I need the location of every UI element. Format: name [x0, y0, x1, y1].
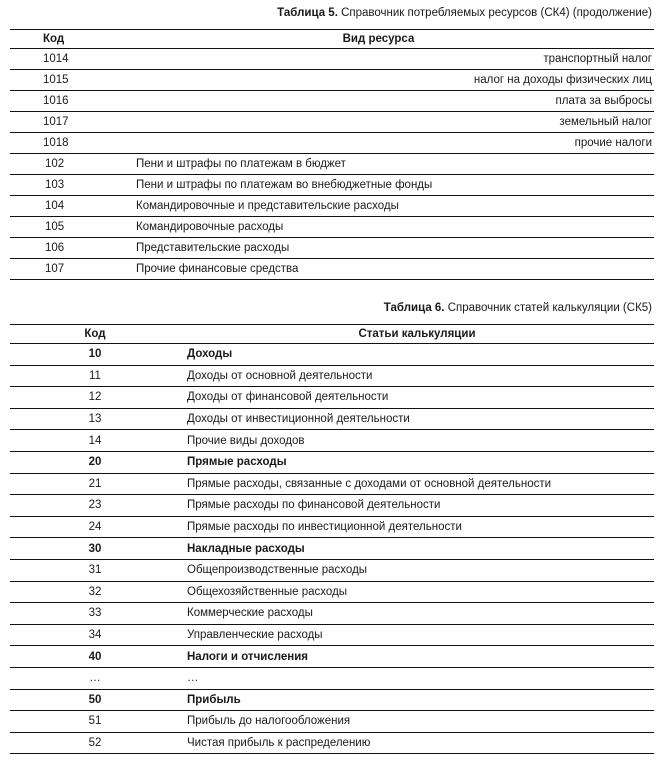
row-resource-name: прочие налоги [103, 133, 654, 154]
row-cost-item-name: Управленческие расходы [180, 624, 654, 646]
row-code: 107 [10, 259, 103, 280]
table-row [10, 430, 654, 452]
row-code: 102 [10, 154, 103, 175]
table-row [10, 495, 654, 517]
row-code: 106 [10, 238, 103, 259]
row-resource-name: налог на доходы физических лиц [103, 70, 654, 91]
table-row [10, 196, 654, 217]
table-row-group-header [10, 646, 654, 668]
row-code: 1016 [10, 91, 103, 112]
table-header-row [10, 30, 654, 49]
row-code: 24 [10, 516, 180, 538]
row-cost-item-name: Налоги и отчисления [180, 646, 654, 668]
row-cost-item-name: Прямые расходы по инвестиционной деятельности [180, 516, 654, 538]
table-row [10, 259, 654, 280]
table-row [10, 624, 654, 646]
row-resource-name: Представительские расходы [103, 238, 654, 259]
table5-caption [277, 7, 652, 19]
row-code: 30 [10, 538, 180, 560]
row-cost-item-name: Прибыль [180, 689, 654, 711]
row-cost-item-name: … [180, 667, 654, 689]
row-cost-item-name: Накладные расходы [180, 538, 654, 560]
row-code: 104 [10, 196, 103, 217]
table-row [10, 581, 654, 603]
table-row [10, 91, 654, 112]
table-row [10, 70, 654, 91]
row-code: 13 [10, 408, 180, 430]
resources-table [10, 29, 654, 280]
row-resource-name: Пени и штрафы по платежам в бюджет [103, 154, 654, 175]
row-cost-item-name: Доходы от финансовой деятельности [180, 387, 654, 409]
row-cost-item-name: Прямые расходы [180, 451, 654, 473]
row-code: 20 [10, 451, 180, 473]
row-cost-item-name: Прямые расходы по финансовой деятельности [180, 495, 654, 517]
table-row [10, 711, 654, 733]
row-code: 33 [10, 603, 180, 625]
row-code: 10 [10, 344, 180, 366]
row-resource-name: Прочие финансовые средства [103, 259, 654, 280]
table-row-group-header [10, 538, 654, 560]
row-code: 14 [10, 430, 180, 452]
column-header-code: Код [10, 30, 103, 49]
row-code: 1018 [10, 133, 103, 154]
row-code: 52 [10, 732, 180, 754]
row-resource-name: Командировочные расходы [103, 217, 654, 238]
row-cost-item-name: Доходы [180, 344, 654, 366]
row-code: 31 [10, 559, 180, 581]
row-code: 51 [10, 711, 180, 733]
table-row [10, 49, 654, 70]
table-header-row [10, 325, 654, 344]
row-code: 11 [10, 365, 180, 387]
row-code: 50 [10, 689, 180, 711]
row-resource-name: Командировочные и представительские расходы [103, 196, 654, 217]
table-row [10, 133, 654, 154]
column-header-cost-items: Статьи калькуляции [180, 325, 654, 344]
row-cost-item-name: Общепроизводственные расходы [180, 559, 654, 581]
table-row [10, 408, 654, 430]
row-resource-name: плата за выбросы [103, 91, 654, 112]
row-code: 103 [10, 175, 103, 196]
row-resource-name: земельный налог [103, 112, 654, 133]
row-cost-item-name: Прочие виды доходов [180, 430, 654, 452]
row-code: 1017 [10, 112, 103, 133]
row-code: … [10, 667, 180, 689]
table-row-group-header [10, 689, 654, 711]
row-cost-item-name: Доходы от основной деятельности [180, 365, 654, 387]
table6-caption [384, 302, 652, 314]
row-resource-name: транспортный налог [103, 49, 654, 70]
table6-caption-title: Справочник статей калькуляции (СК5) [447, 302, 652, 314]
row-code: 105 [10, 217, 103, 238]
row-code: 32 [10, 581, 180, 603]
table-row [10, 365, 654, 387]
table-row [10, 387, 654, 409]
table6-caption-number: Таблица 6. [383, 302, 445, 314]
table-row [10, 667, 654, 689]
table-row-group-header [10, 451, 654, 473]
table-row [10, 175, 654, 196]
table5-caption-title: Справочник потребляемых ресурсов (СК4) (продолжение) [341, 7, 652, 19]
table-row [10, 516, 654, 538]
row-cost-item-name: Прямые расходы, связанные с доходами от основной деятельности [180, 473, 654, 495]
table-row [10, 217, 654, 238]
table-row-group-header [10, 344, 654, 366]
row-code: 1015 [10, 70, 103, 91]
row-resource-name: Пени и штрафы по платежам во внебюджетные фонды [103, 175, 654, 196]
table-row [10, 154, 654, 175]
cost-items-table [10, 324, 654, 754]
table-row [10, 732, 654, 754]
row-code: 34 [10, 624, 180, 646]
resources-table-body [10, 49, 654, 280]
table5-caption-number: Таблица 5. [277, 7, 338, 19]
row-code: 40 [10, 646, 180, 668]
row-cost-item-name: Доходы от инвестиционной деятельности [180, 408, 654, 430]
row-cost-item-name: Общехозяйственные расходы [180, 581, 654, 603]
row-code: 1014 [10, 49, 103, 70]
table-row [10, 473, 654, 495]
row-cost-item-name: Чистая прибыль к распределению [180, 732, 654, 754]
column-header-resource-type: Вид ресурса [103, 30, 654, 49]
row-cost-item-name: Прибыль до налогообложения [180, 711, 654, 733]
table-row [10, 559, 654, 581]
table-row [10, 112, 654, 133]
row-cost-item-name: Коммерческие расходы [180, 603, 654, 625]
row-code: 21 [10, 473, 180, 495]
cost-items-table-body [10, 344, 654, 754]
column-header-code: Код [10, 325, 180, 344]
row-code: 12 [10, 387, 180, 409]
table-row [10, 603, 654, 625]
table-row [10, 238, 654, 259]
row-code: 23 [10, 495, 180, 517]
